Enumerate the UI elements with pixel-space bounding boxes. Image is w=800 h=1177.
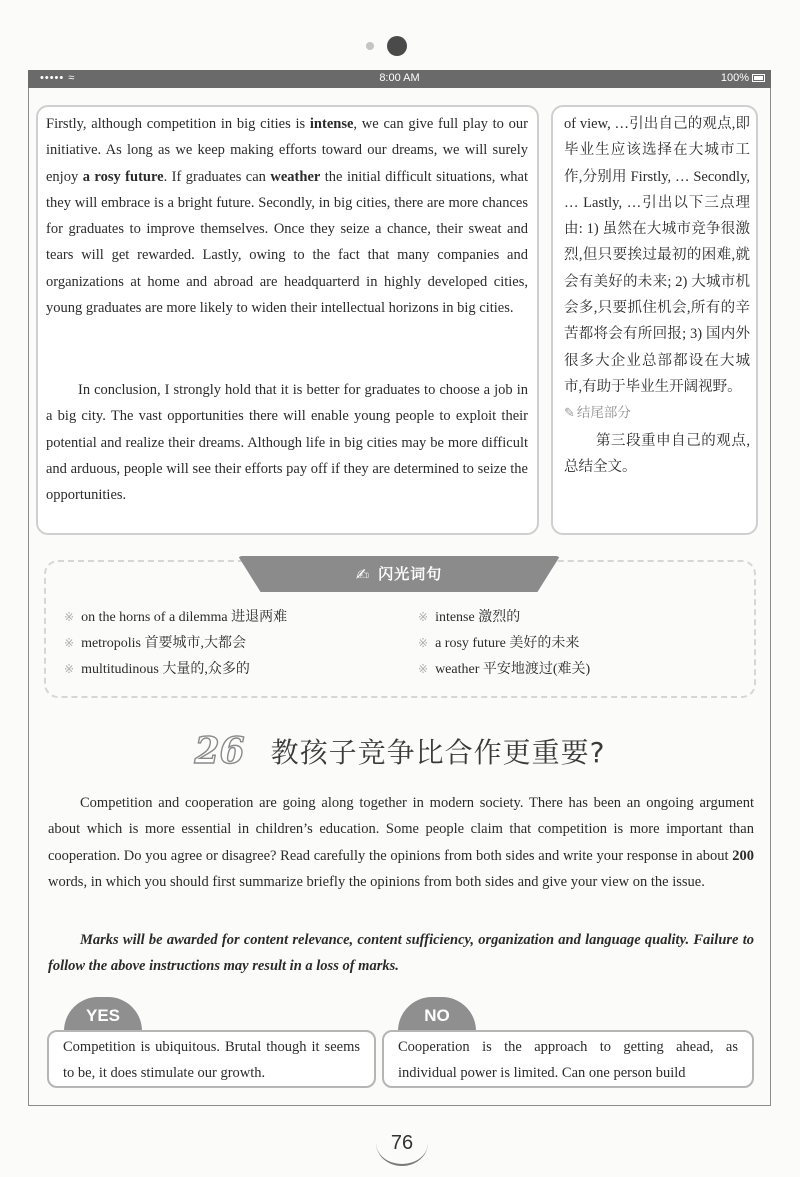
yes-opinion-box (47, 1030, 376, 1088)
star-bullet-icon: ※ (418, 636, 429, 650)
vocab-text: on the horns of a dilemma 进退两难 (81, 610, 288, 625)
essay-paragraph-conclusion: In conclusion, I strongly hold that it is better for graduates to choose a job in a big city. The vast opportunities there will enable young people to exploit their potential and realize their dreams. Although life in big cities may be more difficult and arduous, people will see their efforts pay off if they are determined to seize the opportunities. (46, 382, 528, 504)
status-bar (28, 70, 771, 88)
essay-keyword: weather (270, 168, 321, 185)
essay-text: . If graduates can (163, 168, 271, 185)
essay-keyword: a rosy future (82, 168, 164, 185)
essay-text: , we can give full play to our initiative. As long as we keep making efforts toward our dreams, we will surely enjoy (46, 116, 528, 185)
page-indicator-dot-active[interactable] (387, 36, 407, 56)
battery-percent: 100% (720, 72, 749, 84)
writing-icon: ✍ (355, 564, 371, 584)
topic-title: 教孩子竞争比合作更重要? (270, 736, 606, 769)
prompt-text: Competition and cooperation are going along together in modern society. There has been an ongoing argument about which is more essential in children’s education. Some people claim that competition is more important than cooperation. Do you agree or disagree? Read carefully the opinions from both sides and write your response in about (48, 795, 754, 864)
notes-box (551, 105, 758, 535)
vocab-text: a rosy future 美好的未来 (435, 636, 580, 651)
star-bullet-icon: ※ (64, 610, 75, 624)
prompt-word-count: 200 (732, 847, 754, 864)
section-label-text: 结尾部分 (576, 405, 631, 422)
vocab-item (64, 659, 250, 680)
battery-icon (752, 74, 765, 82)
essay-box (36, 105, 539, 535)
yes-opinion-text: Competition is ubiquitous. Brutal though it seems to be, it does stimulate our growth. (63, 1039, 360, 1082)
vocab-text: weather 平安地渡过(难关) (435, 662, 591, 677)
essay-paragraph-body (46, 111, 528, 321)
vocab-text: multitudinous 大量的,众多的 (81, 662, 250, 677)
topic-heading (0, 730, 800, 772)
section-label-ending (564, 400, 750, 427)
essay-text: the initial difficult situations, what they will embrace is a bright future. Secondly, in big cities, there are more chances for graduates to improve themselves. Once they seize a chance, their sweat and tears will get rewarded. Lastly, owing to the fact that many companies and organizations at home and abroad are headquarterd in highly developed cities, young graduates are more likely to widen their intellectual horizons in big cities. (46, 168, 529, 317)
marks-instructions: Marks will be awarded for content relevance, content sufficiency, organization and language quality. Failure to follow the above instructions may result in a loss of marks. (48, 932, 754, 975)
vocab-text: metropolis 首要城市,大都会 (81, 636, 246, 651)
star-bullet-icon: ※ (64, 662, 75, 676)
topic-number: 26 (194, 730, 245, 772)
essay-text: Firstly, although competition in big cities is (46, 116, 310, 132)
essay-keyword: intense (309, 116, 354, 132)
star-bullet-icon: ※ (418, 610, 429, 624)
signal-icon: ••••• ≈ (40, 72, 76, 84)
star-bullet-icon: ※ (418, 662, 429, 676)
vocab-item (418, 607, 520, 628)
topic-prompt (48, 790, 754, 895)
notes-text: of view, …引出自己的观点,即毕业生应该选择在大城市工作,分别用 Firstly, … Secondly, … Lastly, …引出以下三点理由: 1) 虽然在大城市竞争很激烈,但只要挨过最初的困难,就会有美好的未来; 2) 大城市机会多,只要抓住机会,所有的辛苦都将会有所回报; 3) 国内外很多大企业总部都设在大城市,有助于毕业生开阔视野。 (564, 116, 750, 395)
page-indicator-dot[interactable] (366, 42, 374, 50)
prompt-text-end: words, in which you should first summarize briefly the opinions from both sides and give your view on the issue. (48, 873, 705, 890)
pencil-icon: ✎ (564, 406, 575, 422)
page-number: 76 (376, 1120, 428, 1166)
vocab-text: intense 激烈的 (435, 610, 521, 625)
no-opinion-text: Cooperation is the approach to getting ahead, as individual power is limited. Can one person build (398, 1039, 738, 1082)
vocab-item (418, 633, 579, 654)
vocab-item (64, 607, 287, 628)
vocabulary-header (238, 556, 560, 592)
no-opinion-box (382, 1030, 754, 1088)
vocabulary-title: 闪光词句 (378, 565, 443, 583)
star-bullet-icon: ※ (64, 636, 75, 650)
vocab-item (64, 633, 246, 654)
yes-tab: YES (64, 997, 142, 1031)
vocab-item (418, 659, 590, 680)
status-time: 8:00 AM (379, 72, 420, 84)
no-tab: NO (398, 997, 476, 1031)
notes-conclusion-text: 第三段重申自己的观点,总结全文。 (564, 432, 750, 475)
